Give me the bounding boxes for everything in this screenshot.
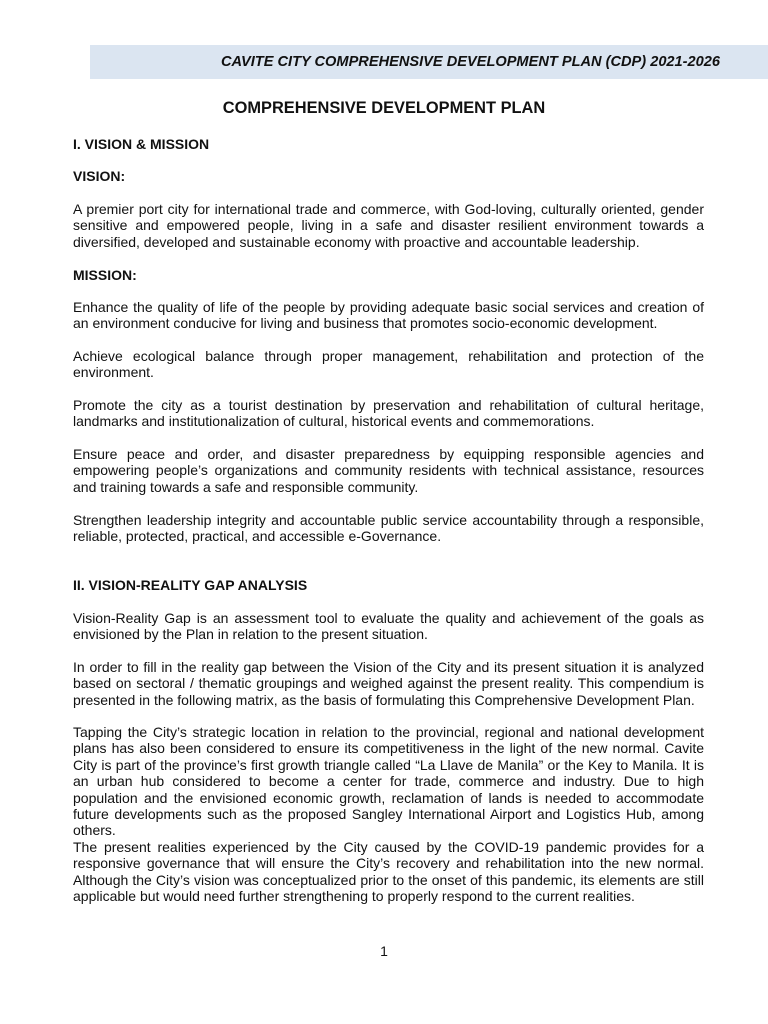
gap-analysis-paragraph: Vision-Reality Gap is an assessment tool to evaluate the quality and achievement of the goals as envisioned by the Plan in relation to the present situation.	[73, 610, 704, 643]
section-heading-gap-analysis: II. VISION-REALITY GAP ANALYSIS	[73, 577, 308, 593]
page-title: COMPREHENSIVE DEVELOPMENT PLAN	[222, 99, 546, 117]
mission-item: Ensure peace and order, and disaster preparedness by equipping responsible agencies and empowering people’s organizations and community residents with technical assistance, resources and training towards a safe and responsible community.	[73, 446, 704, 495]
mission-item: Strengthen leadership integrity and accountable public service accountability through a responsible, reliable, protected, practical, and accessible e-Governance.	[73, 512, 704, 545]
mission-item: Achieve ecological balance through proper management, rehabilitation and protection of the environment.	[73, 348, 704, 381]
running-header-title: CAVITE CITY COMPREHENSIVE DEVELOPMENT PLAN (CDP) 2021-2026	[221, 54, 720, 70]
mission-item: Promote the city as a tourist destination by preservation and rehabilitation of cultural heritage, landmarks and institutionalization of cultural, historical events and commemorations.	[73, 397, 704, 430]
gap-analysis-paragraph: In order to fill in the reality gap between the Vision of the City and its present situation it is analyzed based on sectoral / thematic groupings and weighed against the present reality. This compendium is presented in the following matrix, as the basis of formulating this Comprehensive Development Plan.	[73, 659, 704, 708]
page-number: 1	[380, 943, 388, 959]
mission-heading: MISSION:	[73, 267, 137, 283]
gap-analysis-paragraph: Tapping the City’s strategic location in relation to the provincial, regional and national development plans has also been considered to ensure its competitiveness in the light of the new normal. Cavite City is part of the province’s first growth triangle called “La Llave de Manila” or the Key to Manila. It is an urban hub considered to become a center for trade, commerce and industry. Due to high population and the envisioned economic growth, reclamation of lands is needed to accommodate future developments such as the proposed Sangley International Airport and Logistics Hub, among others.	[73, 724, 704, 839]
running-header	[90, 45, 768, 79]
section-heading-vision-mission: I. VISION & MISSION	[73, 136, 210, 152]
gap-analysis-paragraph: The present realities experienced by the City caused by the COVID-19 pandemic provides for a responsive governance that will ensure the City’s recovery and rehabilitation into the new normal. Although the City’s vision was conceptualized prior to the onset of this pandemic, its elements are still applicable but would need further strengthening to properly respond to the current realities.	[73, 839, 704, 905]
vision-heading: VISION:	[73, 168, 126, 184]
mission-item: Enhance the quality of life of the people by providing adequate basic social services and creation of an environment conducive for living and business that promotes socio-economic development.	[73, 299, 704, 332]
vision-paragraph: A premier port city for international trade and commerce, with God-loving, culturally oriented, gender sensitive and empowered people, living in a safe and disaster resilient environment towards a diversified, developed and sustainable economy with proactive and accountable leadership.	[73, 201, 704, 250]
